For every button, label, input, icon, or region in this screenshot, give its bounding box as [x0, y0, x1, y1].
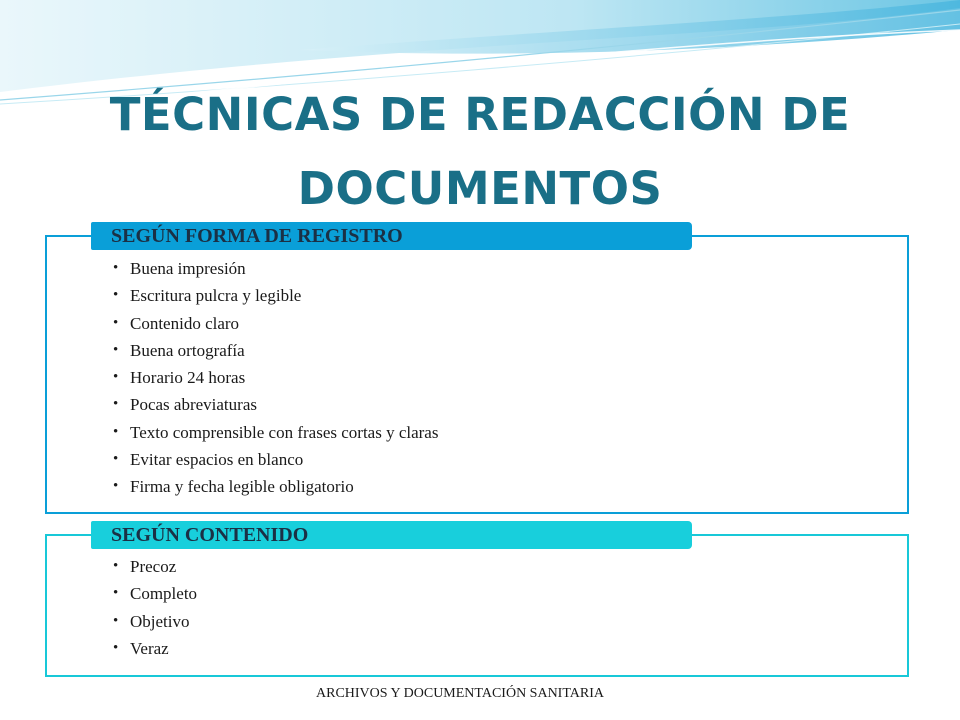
footer-text: ARCHIVOS Y DOCUMENTACIÓN SANITARIA: [316, 686, 604, 701]
slide-title-line2: DOCUMENTOS: [297, 162, 663, 215]
list-item: • Firma y fecha legible obligatorio: [113, 473, 438, 500]
section-contenido-heading: SEGÚN CONTENIDO: [91, 521, 692, 549]
list-item: • Horario 24 horas: [113, 364, 438, 391]
list-item: • Escritura pulcra y legible: [113, 282, 438, 309]
list-item: • Texto comprensible con frases cortas y claras: [113, 419, 438, 446]
list-item: • Evitar espacios en blanco: [113, 446, 438, 473]
slide-title-line1: TÉCNICAS DE REDACCIÓN DE: [109, 88, 851, 141]
slide-title: [0, 78, 960, 226]
list-item: • Completo: [113, 580, 197, 607]
section-registro-heading: SEGÚN FORMA DE REGISTRO: [91, 222, 692, 250]
slide-footer: [0, 686, 960, 702]
section-registro-list: [113, 255, 438, 501]
list-item: • Buena ortografía: [113, 337, 438, 364]
list-item: • Contenido claro: [113, 310, 438, 337]
section-contenido-list: [113, 553, 197, 662]
list-item: • Objetivo: [113, 608, 197, 635]
list-item: • Buena impresión: [113, 255, 438, 282]
list-item: • Veraz: [113, 635, 197, 662]
list-item: • Pocas abreviaturas: [113, 391, 438, 418]
list-item: • Precoz: [113, 553, 197, 580]
